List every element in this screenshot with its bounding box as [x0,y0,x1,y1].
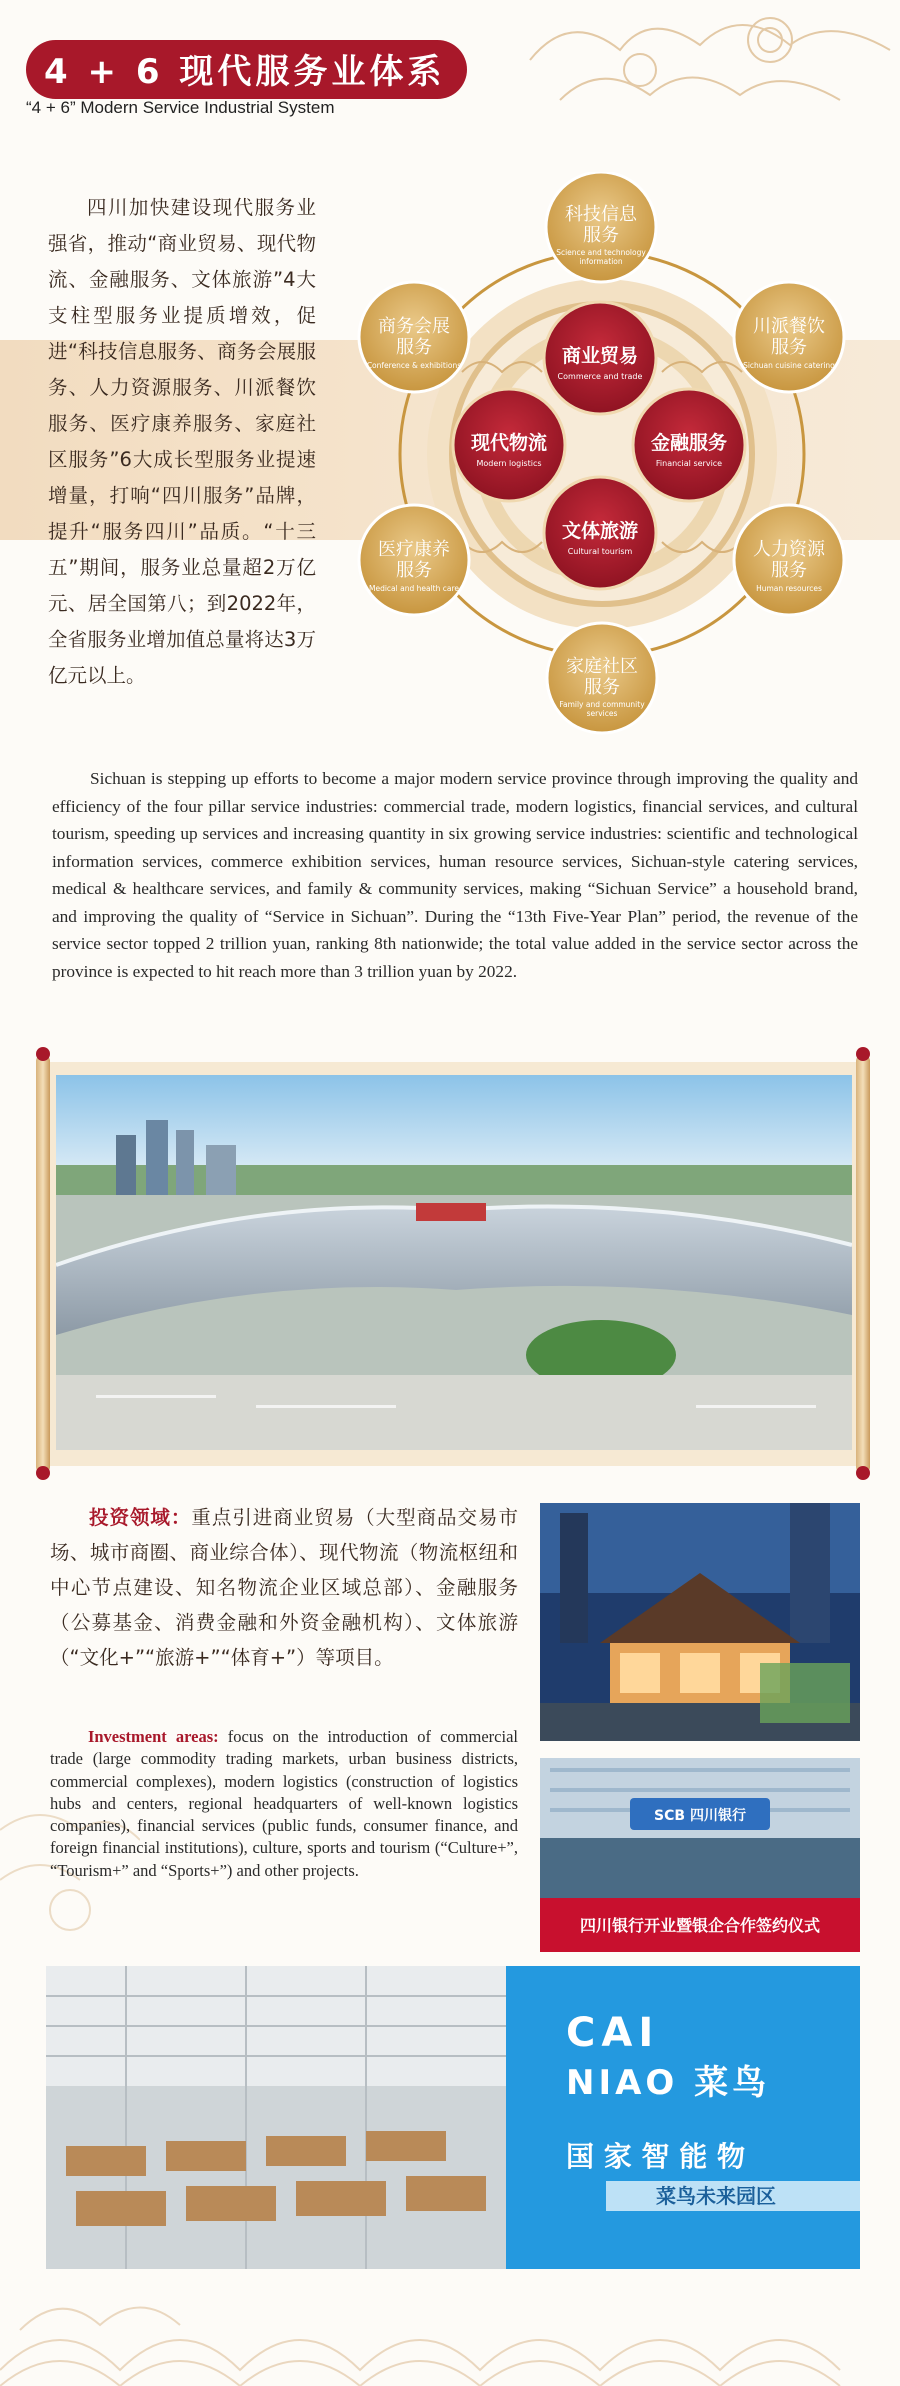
cainiao-sign-text: 国 家 智 能 物 [566,2140,745,2173]
svg-text:科技信息: 科技信息 [565,204,637,225]
svg-text:Human resources: Human resources [756,584,822,593]
section-title [26,40,467,99]
cainiao-warehouse-photo [46,1966,860,2269]
svg-text:服务: 服务 [771,560,807,581]
growth-human-resources [734,505,844,615]
investment-body-cn: 重点引进商业贸易（大型商品交易市场、城市商圈、商业综合体）、现代物流（物流枢纽和中心节点建设、知名物流企业区域总部）、金融服务（公募基金、消费金融和外资金融机构）、文体旅游（“文化+”“旅游+”“体育+”）等项目。 [50,1506,518,1669]
pillar-finance [633,389,745,501]
svg-text:information: information [579,257,623,266]
svg-text:Family and community: Family and community [559,700,645,709]
section-title-en: “4 + 6” Modern Service Industrial System [26,98,335,117]
svg-text:Science and technology: Science and technology [556,248,646,257]
svg-text:Sichuan cuisine catering: Sichuan cuisine catering [743,361,835,370]
svg-text:家庭社区: 家庭社区 [566,656,638,677]
growth-conference-exhibition [359,282,469,392]
scroll-rod-left [36,1055,50,1473]
commercial-street-photo [540,1503,860,1741]
intro-text-en: Sichuan is stepping up efforts to become a major modern service province through improving the quality and efficiency of the four pillar service industries: commercial trade, modern logistics, financial services, and cultural tourism, speeding up services and increasing quantity in six growing service industries: scientific and technological information services, commerce exhibition services, human resource services, Sichuan-style catering services, medical & healthcare services, and family & community services, making “Sichuan Service” a household brand, and improving the quality of “Service in Sichuan”. During the “13th Five-Year Plan” period, the revenue of the service sector topped 2 trillion yuan, ranking 8th nationwide; the total value added in the service sector across the province is expected to hit reach more than 3 trillion yuan by 2022. [52,769,858,981]
cainiao-logo-line2: NIAO 菜鸟 [566,2063,771,2103]
pillar-commerce-en: Commerce and trade [557,372,643,381]
pillar-tourism-en: Cultural tourism [567,547,633,556]
scroll-knob-left-top [36,1047,50,1061]
investment-text-en [50,1726,518,1882]
svg-text:服务: 服务 [583,225,619,246]
svg-text:服务: 服务 [396,560,432,581]
section-title-cn: 4 + 6 现代服务业体系 [26,40,467,99]
investment-text-cn [50,1500,518,1675]
pillar-logistics [453,389,565,501]
scroll-knob-left-bottom [36,1466,50,1480]
svg-text:医疗康养: 医疗康养 [378,539,450,560]
cainiao-sub-text: 菜鸟未来园区 [656,2184,776,2208]
bank-opening-photo [540,1758,860,1952]
svg-text:人力资源: 人力资源 [753,539,825,560]
pillar-logistics-cn: 现代物流 [470,432,548,454]
investment-label-cn: 投资领域： [89,1506,192,1529]
scroll-knob-right-top [856,1047,870,1061]
pillar-finance-en: Financial service [655,459,723,468]
growth-medical-health [359,505,469,615]
svg-text:服务: 服务 [396,337,432,358]
pillar-tourism [544,477,656,589]
investment-body-en: focus on the introduction of commercial trade (large commodity trading markets, urban business districts, commercial complexes), modern logistics (construction of logistics hubs and centers, regional headquarters of well-known logistics companies), financial services (public funds, consumer finance, and foreign financial institutions), culture, sports and tourism (“Culture+”, “Tourism+” and “Sports+”) and other projects. [50,1727,518,1880]
svg-text:服务: 服务 [771,337,807,358]
growth-sci-tech [546,172,656,282]
svg-text:服务: 服务 [584,677,620,698]
pillar-commerce [544,302,656,414]
cainiao-logo-line1: CAI [566,2010,660,2056]
cloud-pattern-bottom [0,2250,900,2386]
service-system-diagram [352,172,852,742]
svg-text:川派餐饮: 川派餐饮 [753,316,825,337]
scroll-knob-right-bottom [856,1466,870,1480]
svg-text:Medical and health care: Medical and health care [369,584,459,593]
growth-family-community [547,623,657,733]
growth-sichuan-cuisine [734,282,844,392]
pillar-tourism-cn: 文体旅游 [561,520,639,542]
pillar-finance-cn: 金融服务 [650,432,728,454]
cloud-pattern-top-right [520,0,900,140]
svg-text:Conference & exhibitions: Conference & exhibitions [366,361,462,370]
svg-text:services: services [586,709,618,718]
scroll-rod-right [856,1055,870,1473]
intro-text-cn: 四川加快建设现代服务业强省，推动“商业贸易、现代物流、金融服务、文体旅游”4大支柱型服务业提质增效，促进“科技信息服务、商务会展服务、人力资源服务、川派餐饮服务、医疗康养服务、家庭社区服务”6大成长型服务业提速增量，打响“四川服务”品牌，提升“服务四川”品质。“十三五”期间，服务业总量超2万亿元、居全国第八；到2022年，全省服务业增加值总量将达3万亿元以上。 [48,196,316,687]
pillar-commerce-cn: 商业贸易 [561,345,639,367]
exhibition-center-photo [56,1075,852,1450]
svg-text:商务会展: 商务会展 [378,316,450,337]
pillar-logistics-en: Modern logistics [476,459,542,468]
bank-logo-text: SCB 四川银行 [654,1808,746,1824]
bank-banner-text: 四川银行开业暨银企合作签约仪式 [579,1916,821,1935]
investment-label-en: Investment areas: [87,1727,219,1746]
